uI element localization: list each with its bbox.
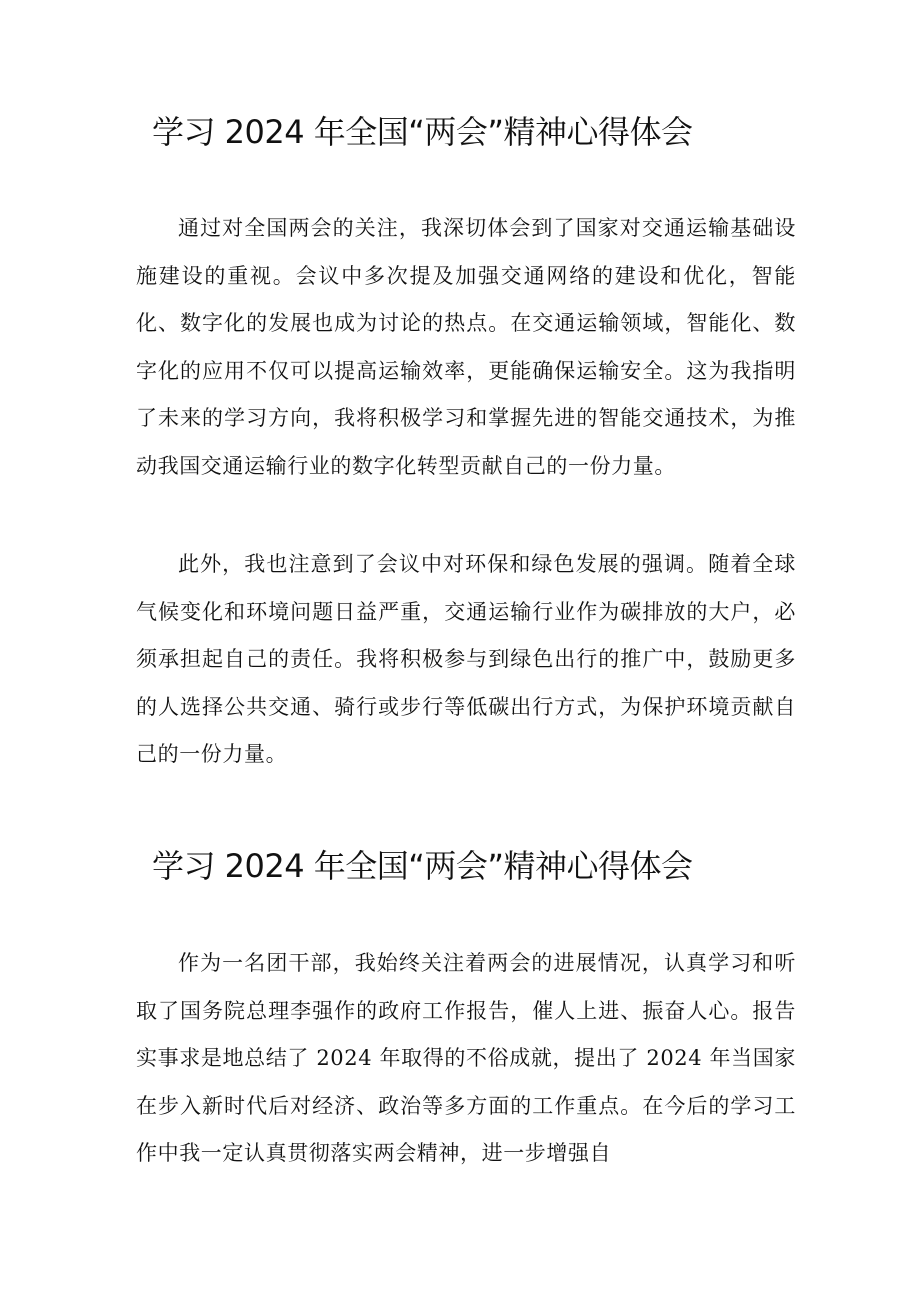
body-paragraph: 此外，我也注意到了会议中对环保和绿色发展的强调。随着全球气候变化和环境问题日益严重，交通运输行业作为碳排放的大户，必须承担起自己的责任。我将积极参与到绿色出行的推广中，鼓励更多的人选择公共交通、骑行或步行等低碳出行方式，为保护环境贡献自己的一份力量。 xyxy=(136,552,796,766)
section-title: 学习 2024 年全国“两会”精神心得体会 xyxy=(152,847,693,885)
body-paragraph: 作为一名团干部，我始终关注着两会的进展情况，认真学习和听取了国务院总理李强作的政府工作报告，催人上进、振奋人心。报告实事求是地总结了 2024 年取得的不俗成就，提出了 2024 年当国家在步入新时代后对经济、政治等多方面的工作重点。在今后的学习工作中我一定认真贯彻落实两会精神，进一步增强自 xyxy=(136,951,796,1165)
section-title: 学习 2024 年全国“两会”精神心得体会 xyxy=(152,113,693,151)
body-paragraph: 通过对全国两会的关注，我深切体会到了国家对交通运输基础设施建设的重视。会议中多次提及加强交通网络的建设和优化，智能化、数字化的发展也成为讨论的热点。在交通运输领域，智能化、数字化的应用不仅可以提高运输效率，更能确保运输安全。这为我指明了未来的学习方向，我将积极学习和掌握先进的智能交通技术，为推动我国交通运输行业的数字化转型贡献自己的一份力量。 xyxy=(136,216,796,478)
